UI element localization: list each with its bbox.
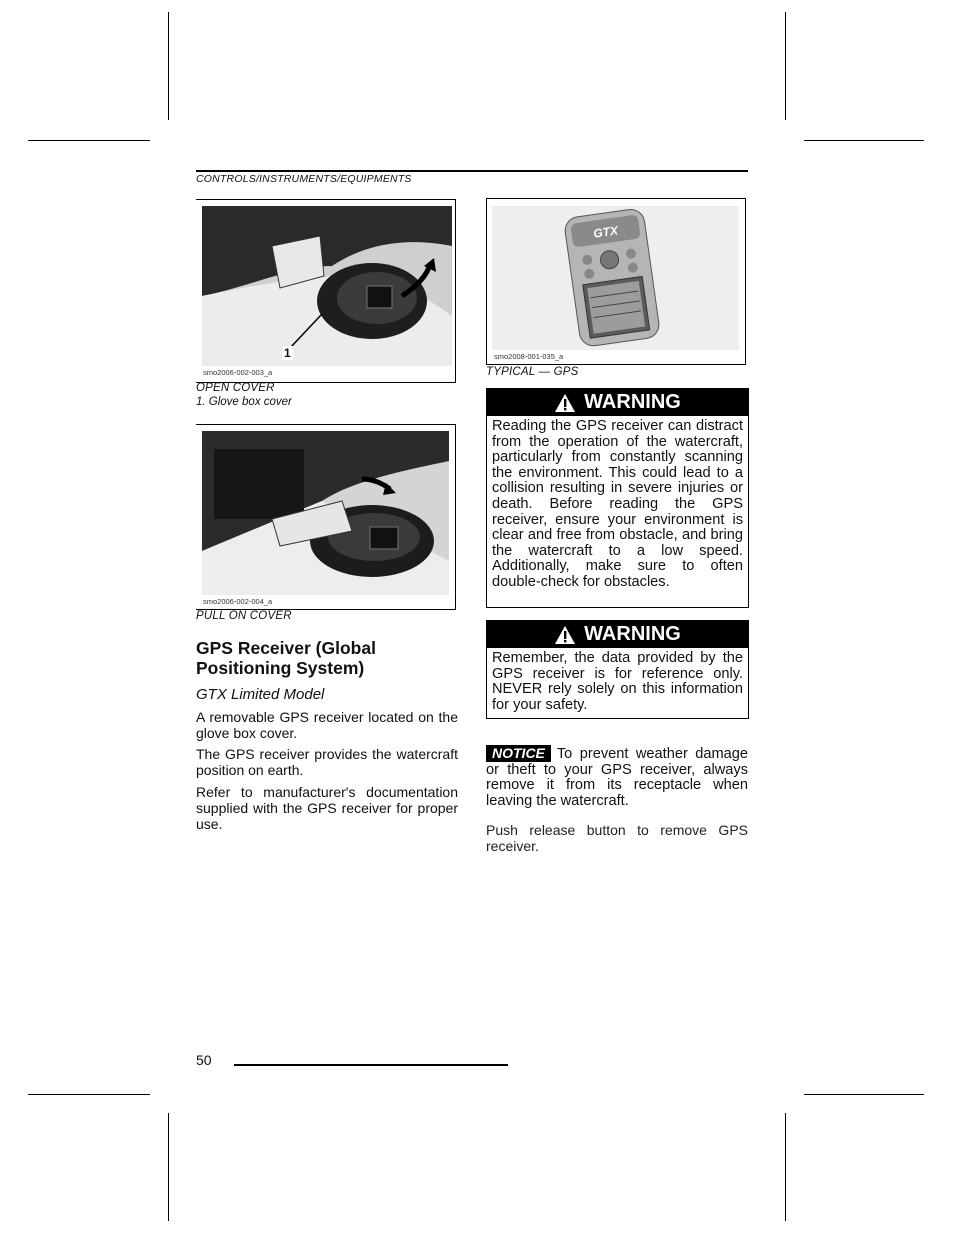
crop-mark <box>28 140 150 141</box>
warning-box <box>486 620 749 719</box>
footer-rule <box>234 1064 508 1066</box>
crop-mark <box>804 140 924 141</box>
photo-open-cover <box>202 206 452 366</box>
caption-open-cover: OPEN COVER <box>196 382 275 394</box>
notice-text: To prevent weather damage or theft to your GPS receiver, always remove it from its receptacle when leaving the watercraft. <box>486 746 748 809</box>
warning-triangle-icon <box>554 625 576 645</box>
image-id: smo2006-002-004_a <box>203 597 273 606</box>
section-title: GPS Receiver (Global Positioning System) <box>196 638 376 678</box>
image-id: smo2008-001-035_a <box>494 352 564 361</box>
warning-text: Reading the GPS receiver can distract from the operation of the watercraft, particularly from constantly scanning the environment. This could lead to a collision resulting in severe injuries or death. Before reading the GPS receiver, ensure your environment is clear and free from obstacle, and bring the watercraft to a low speed. Additionally, make sure to often double-check for obstacles. <box>492 418 743 590</box>
crop-mark <box>168 1113 169 1221</box>
gps-device-image <box>492 206 739 350</box>
watercraft-open-cover-image <box>202 206 452 366</box>
header-rule <box>196 170 748 172</box>
crop-mark <box>168 12 169 120</box>
figure-gps <box>486 198 746 365</box>
notice-badge: NOTICE <box>486 745 551 762</box>
gps-brand-label: GTX <box>592 223 619 241</box>
legend-glove-box-cover: 1. Glove box cover <box>196 396 292 408</box>
watercraft-pull-cover-image <box>202 431 449 595</box>
warning-box <box>486 388 749 608</box>
photo-pull-cover <box>202 431 449 595</box>
figure-open-cover <box>196 199 456 383</box>
section-subtitle: GTX Limited Model <box>196 686 325 703</box>
photo-gps <box>492 206 739 350</box>
warning-text: Remember, the data provided by the GPS receiver is for reference only. NEVER rely solely on this information for your safety. <box>492 650 743 713</box>
page-number: 50 <box>196 1052 212 1068</box>
paragraph: Refer to manufacturer's documentation supplied with the GPS receiver for proper use. <box>196 784 458 832</box>
warning-header <box>487 621 748 648</box>
notice-paragraph <box>486 745 748 809</box>
crop-mark <box>804 1094 924 1095</box>
crop-mark <box>785 12 786 120</box>
warning-header <box>487 389 748 416</box>
callout-1: 1 <box>284 346 291 360</box>
image-id: smo2006-002-003_a <box>203 368 273 377</box>
push-release-text: Push release button to remove GPS receiver. <box>486 822 748 854</box>
warning-label: WARNING <box>584 623 681 645</box>
crop-mark <box>28 1094 150 1095</box>
caption-gps: TYPICAL — GPS <box>486 366 579 378</box>
section-header: CONTROLS/INSTRUMENTS/EQUIPMENTS <box>196 173 412 185</box>
warning-label: WARNING <box>584 391 681 413</box>
caption-pull-cover: PULL ON COVER <box>196 610 292 622</box>
warning-triangle-icon <box>554 393 576 413</box>
crop-mark <box>785 1113 786 1221</box>
paragraph: The GPS receiver provides the watercraft position on earth. <box>196 746 458 778</box>
paragraph: A removable GPS receiver located on the glove box cover. <box>196 709 458 741</box>
figure-pull-cover <box>196 424 456 610</box>
